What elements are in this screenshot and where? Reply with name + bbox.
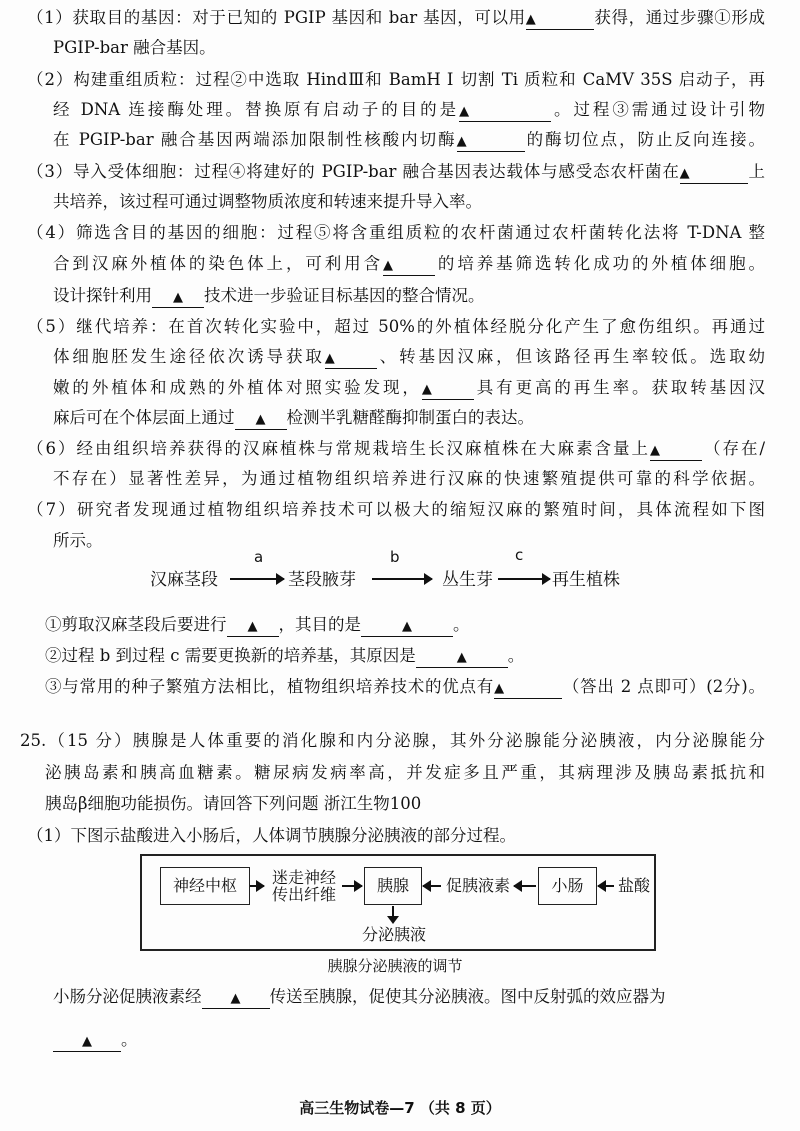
text-line <box>45 610 645 640</box>
text-line <box>53 373 765 403</box>
answer-blank[interactable] <box>422 377 474 400</box>
text-segment: 小肠分泌促胰液素经 <box>53 987 202 1006</box>
text-segment: （1）下图示盐酸进入小肠后，人体调节胰腺分泌胰液的部分过程。 <box>27 826 516 845</box>
text-segment: （6）经由组织培养获得的汉麻植株与常规栽培生长汉麻植株在大麻素含量上 <box>27 439 650 458</box>
text-segment: 的酶切位点，防止反向连接。 <box>524 130 765 149</box>
arrow-icon <box>598 885 614 887</box>
arrow-icon <box>514 885 536 887</box>
text-line <box>53 95 765 125</box>
triangle-icon: ▲ <box>324 351 335 366</box>
text-line <box>53 187 553 217</box>
text-segment: ③与常用的种子繁殖方法相比，植物组织培养技术的优点有 <box>45 677 495 696</box>
down-arrow-icon <box>392 906 394 918</box>
flow-node-cluster-bud: 丛生芽 <box>442 570 493 590</box>
arrow-icon <box>250 885 264 887</box>
vagus-line1: 迷走神经 <box>271 868 336 887</box>
node-nerve-center: 神经中枢 <box>160 867 250 905</box>
diagram-caption: 胰腺分泌胰液的调节 <box>327 957 463 975</box>
triangle-icon: ▲ <box>255 412 266 427</box>
text-line <box>53 1025 203 1055</box>
text-segment: （5）继代培养：在首次转化实验中，超过 50%的外植体经脱分化产生了愈伤组织。再通过 <box>27 317 765 336</box>
triangle-icon: ▲ <box>525 12 536 27</box>
text-line <box>53 526 153 556</box>
text-segment: （4）筛选含目的基因的细胞：过程⑤将含重组质粒的农杆菌通过农杆菌转化法将 T-DNA 整 <box>27 223 765 242</box>
triangle-icon: ▲ <box>649 443 660 458</box>
flow-label-b: b <box>390 548 400 566</box>
answer-blank[interactable] <box>361 614 453 637</box>
triangle-icon: ▲ <box>173 290 183 305</box>
text-line <box>27 312 765 342</box>
text-segment: 体细胞胚发生途径依次诱导获取 <box>53 347 325 366</box>
flow-label-c: c <box>515 546 524 564</box>
text-line <box>53 125 765 155</box>
secretin-label: 促胰液素 <box>445 876 510 895</box>
triangle-icon: ▲ <box>456 650 467 665</box>
vagus-label <box>268 869 340 903</box>
text-line <box>27 821 627 851</box>
text-segment: （3）导入受体细胞：过程④将建好的 PGIP-bar 融合基因表达载体与感受态农杆菌在 <box>27 162 680 181</box>
text-line <box>53 249 765 279</box>
text-line <box>53 33 353 63</box>
flow-label-a: a <box>254 548 264 566</box>
answer-blank[interactable] <box>650 438 702 461</box>
arrow-icon <box>423 885 441 887</box>
text-segment: 。 <box>507 646 525 665</box>
triangle-icon: ▲ <box>383 258 393 273</box>
triangle-icon: ▲ <box>494 681 505 696</box>
text-segment: 具有更高的再生率。获取转基因汉 <box>473 378 765 397</box>
vagus-line2: 传出纤维 <box>271 885 336 904</box>
flow-arrow-a <box>230 578 284 580</box>
text-line <box>20 726 765 756</box>
answer-blank[interactable] <box>526 7 594 30</box>
answer-blank[interactable] <box>152 285 204 308</box>
text-segment: 不存在）显著性差异，为通过植物组织培养进行汉麻的快速繁殖提供可靠的科学依据。 <box>53 469 765 488</box>
text-line <box>45 641 645 671</box>
text-line <box>27 65 765 95</box>
text-line <box>53 342 765 372</box>
arrow-icon <box>342 885 362 887</box>
text-segment: 经 DNA 连接酶处理。替换原有启动子的目的是 <box>53 100 460 119</box>
triangle-icon: ▲ <box>421 382 432 397</box>
answer-blank[interactable] <box>235 407 287 430</box>
text-segment: PGIP-bar 融合基因。 <box>53 38 216 57</box>
text-segment: 泌胰岛素和胰高血糖素。糖尿病发病率高，并发症多且严重，其病理涉及胰岛素抵抗和 <box>45 763 765 782</box>
text-segment: （存在/ <box>701 439 765 458</box>
text-segment: （1）获取目的基因：对于已知的 PGIP 基因和 bar 基因，可以用 <box>27 8 526 27</box>
pancreas-regulation-diagram <box>140 854 656 951</box>
flow-node-stem: 汉麻茎段 <box>150 570 218 590</box>
text-line <box>53 403 653 433</box>
text-segment: ，其目的是 <box>278 615 361 634</box>
hcl-label: 盐酸 <box>617 876 650 895</box>
text-segment: 检测半乳糖醛酶抑制蛋白的表达。 <box>286 408 534 427</box>
answer-blank[interactable] <box>383 253 435 276</box>
text-segment: 胰岛β细胞功能损伤。请回答下列问题 浙江生物100 <box>45 794 422 813</box>
flow-arrow-c <box>498 578 550 580</box>
text-segment: 。 <box>121 1030 138 1049</box>
answer-blank[interactable] <box>202 986 270 1009</box>
answer-blank[interactable] <box>416 645 508 668</box>
text-line <box>45 672 765 702</box>
node-pancreas: 胰腺 <box>364 867 422 905</box>
answer-blank[interactable] <box>459 99 551 122</box>
text-segment: 获得，通过步骤①形成 <box>593 8 765 27</box>
text-segment: 上 <box>747 162 765 181</box>
text-segment: 共培养，该过程可通过调整物质浓度和转速来提升导入率。 <box>53 192 482 211</box>
answer-blank[interactable] <box>680 161 748 184</box>
text-segment: 的培养基筛选转化成功的外植体细胞。 <box>435 254 765 273</box>
answer-blank[interactable] <box>53 1029 121 1052</box>
text-segment: 。 <box>453 615 470 634</box>
text-line <box>53 281 553 311</box>
text-segment: 麻后可在个体层面上通过 <box>53 408 235 427</box>
triangle-icon: ▲ <box>247 619 258 634</box>
text-segment: 在 PGIP-bar 融合基因两端添加限制性核酸内切酶 <box>53 130 457 149</box>
text-line <box>45 758 765 788</box>
answer-blank[interactable] <box>325 346 377 369</box>
text-line <box>27 3 765 33</box>
text-segment: 25.（15 分）胰腺是人体重要的消化腺和内分泌腺，其外分泌腺能分泌胰液，内分泌腺能分 <box>20 731 765 750</box>
triangle-icon: ▲ <box>82 1034 92 1049</box>
answer-blank[interactable] <box>494 676 562 699</box>
triangle-icon: ▲ <box>459 104 470 119</box>
text-segment: ②过程 b 到过程 c 需要更换新的培养基，其原因是 <box>45 646 416 665</box>
flow-node-axillary-bud: 茎段腋芽 <box>288 570 356 590</box>
text-segment: 嫩的外植体和成熟的外植体对照实验发现， <box>53 378 422 397</box>
text-segment: 所示。 <box>53 531 103 550</box>
triangle-icon: ▲ <box>456 134 467 149</box>
answer-blank[interactable] <box>457 129 525 152</box>
text-line <box>45 789 545 819</box>
output-label: 分泌胰液 <box>361 925 426 944</box>
text-line <box>27 218 765 248</box>
text-line <box>53 464 765 494</box>
text-segment: （2）构建重组质粒：过程②中选取 HindⅢ和 BamH Ⅰ 切割 Ti 质粒和 CaMV 35S 启动子，再 <box>27 70 765 89</box>
text-segment: 合到汉麻外植体的染色体上，可利用含 <box>53 254 383 273</box>
text-segment: 传送至胰腺，促使其分泌胰液。图中反射弧的效应器为 <box>269 987 666 1006</box>
triangle-icon: ▲ <box>230 991 241 1006</box>
flow-node-regenerated-plant: 再生植株 <box>552 570 620 590</box>
text-segment: 技术进一步验证目标基因的整合情况。 <box>204 286 485 305</box>
flow-arrow-b <box>372 578 432 580</box>
text-segment: ①剪取汉麻茎段后要进行 <box>45 615 227 634</box>
answer-blank[interactable] <box>227 614 279 637</box>
text-segment: 、转基因汉麻，但该路径再生率较低。选取幼 <box>376 347 765 366</box>
node-small-intestine: 小肠 <box>538 867 597 905</box>
text-segment: （答出 2 点即可）(2分)。 <box>562 677 765 696</box>
text-line <box>27 434 765 464</box>
text-segment: （7）研究者发现通过植物组织培养技术可以极大的缩短汉麻的繁殖时间，具体流程如下图 <box>27 500 765 519</box>
text-line <box>27 157 765 187</box>
triangle-icon: ▲ <box>402 619 412 634</box>
text-line <box>53 982 753 1012</box>
text-line <box>27 495 765 525</box>
text-segment: 。过程③需通过设计引物 <box>551 100 765 119</box>
page-footer: 高三生物试卷—7 （共 8 页） <box>299 1099 501 1117</box>
text-segment: 设计探针利用 <box>53 286 152 305</box>
triangle-icon: ▲ <box>679 166 690 181</box>
